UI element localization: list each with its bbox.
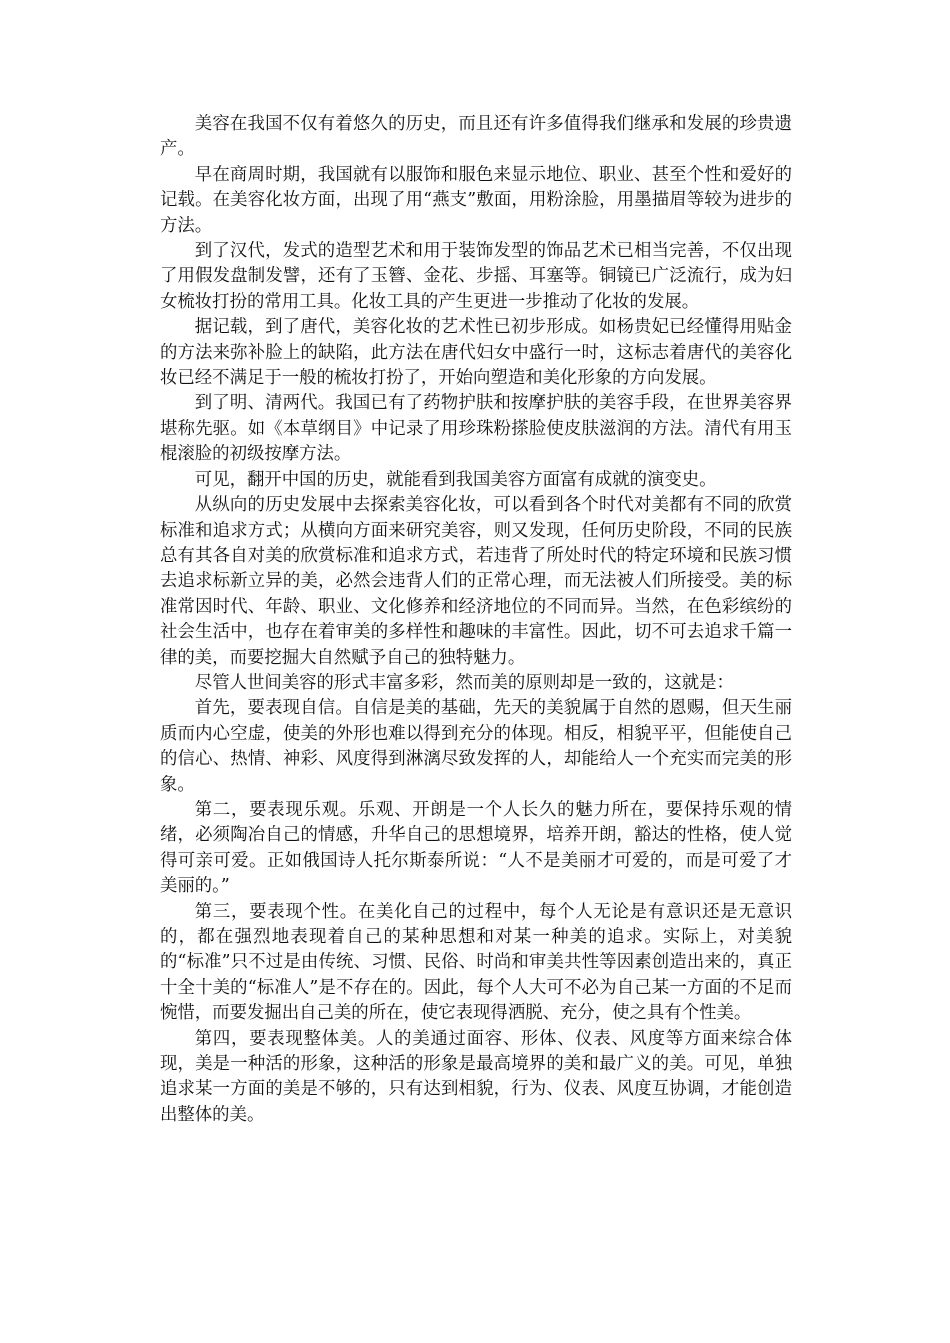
- paragraph-summary: 可见，翻开中国的历史，就能看到我国美容方面富有成就的演变史。: [194, 469, 717, 490]
- paragraph-tang-dynasty: 据记载，到了唐代，美容化妆的艺术性已初步形成。如杨贵妃已经懂得用贴金的方法来弥补脸上的缺陷，此方法在唐代妇女中盛行一时，这标志着唐代的美容化妆已经不满足于一般的梳妆打扮了，开始向塑造和美化形象的方向发展。: [160, 317, 792, 389]
- paragraph-individuality: 第三，要表现个性。在美化自己的过程中，每个人无论是有意识还是无意识的，都在强烈地表现着自己的某种思想和对某一种美的追求。实际上，对美貌的“标准”只不过是由传统、习惯、民俗、时尚和审美共性等因素创造出来的，真正十全十美的“标准人”是不存在的。因此，每个人大可不必为自己某一方面的不足而惋惜，而要发掘出自己美的所在，使它表现得洒脱、充分，使之具有个性美。: [160, 901, 792, 1024]
- paragraph-principles: 尽管人世间美容的形式丰富多彩，然而美的原则却是一致的，这就是：: [194, 672, 734, 693]
- paragraph-confidence: 首先，要表现自信。自信是美的基础，先天的美貌属于自然的恩赐，但天生丽质而内心空虚，使美的外形也难以得到充分的体现。相反，相貌平平，但能使自己的信心、热情、神彩、风度得到淋漓尽致发挥的人，却能给人一个充实而完美的形象。: [160, 698, 792, 795]
- paragraph-han-dynasty: 到了汉代，发式的造型艺术和用于装饰发型的饰品艺术已相当完善，不仅出现了用假发盘制发譬，还有了玉簪、金花、步摇、耳塞等。铜镜已广泛流行，成为妇女梳妆打扮的常用工具。化妆工具的产生更进一步推动了化妆的发展。: [160, 241, 792, 312]
- paragraph-optimism: 第二，要表现乐观。乐观、开朗是一个人长久的魅力所在，要保持乐观的情绪，必须陶冶自己的情感，升华自己的思想境界，培养开朗，豁达的性格，使人觉得可亲可爱。正如俄国诗人托尔斯泰所说：“人不是美丽才可爱的，而是可爱了才美丽的。”: [160, 799, 792, 897]
- paragraph-standards: 从纵向的历史发展中去探索美容化妆，可以看到各个时代对美都有不同的欣赏标准和追求方式；从横向方面来研究美容，则又发现，任何历史阶段，不同的民族总有其各自对美的欣赏标准和追求方式，若违背了所处时代的特定环境和民族习惯去追求标新立异的美，必然会违背人们的正常心理，而无法被人们所接受。美的标准常因时代、年龄、职业、文化修养和经济地位的不同而异。当然，在色彩缤纷的社会生活中，也存在着审美的多样性和趣味的丰富性。因此，切不可去追求千篇一律的美，而要挖掘大自然赋予自己的独特魅力。: [160, 495, 792, 668]
- paragraph-intro: 美容在我国不仅有着悠久的历史，而且还有许多值得我们继承和发展的珍贵遗产。: [160, 114, 792, 160]
- paragraph-overall-beauty: 第四，要表现整体美。人的美通过面容、形体、仪表、风度等方面来综合体现，美是一种活的形象，这种活的形象是最高境界的美和最广义的美。可见，单独追求某一方面的美是不够的，只有达到相貌，行为、仪表、风度互协调，才能创造出整体的美。: [160, 1028, 792, 1125]
- paragraph-shang-zhou: 早在商周时期，我国就有以服饰和服色来显示地位、职业、甚至个性和爱好的记载。在美容化妆方面，出现了用“燕支”敷面，用粉涂脸，用墨描眉等较为进步的方法。: [160, 164, 792, 236]
- article-body: [160, 112, 792, 1128]
- paragraph-ming-qing: 到了明、清两代。我国已有了药物护肤和按摩护肤的美容手段，在世界美容界堪称先驱。如《本草纲目》中记录了用珍珠粉搽脸使皮肤滋润的方法。清代有用玉棍滚脸的初级按摩方法。: [160, 393, 792, 465]
